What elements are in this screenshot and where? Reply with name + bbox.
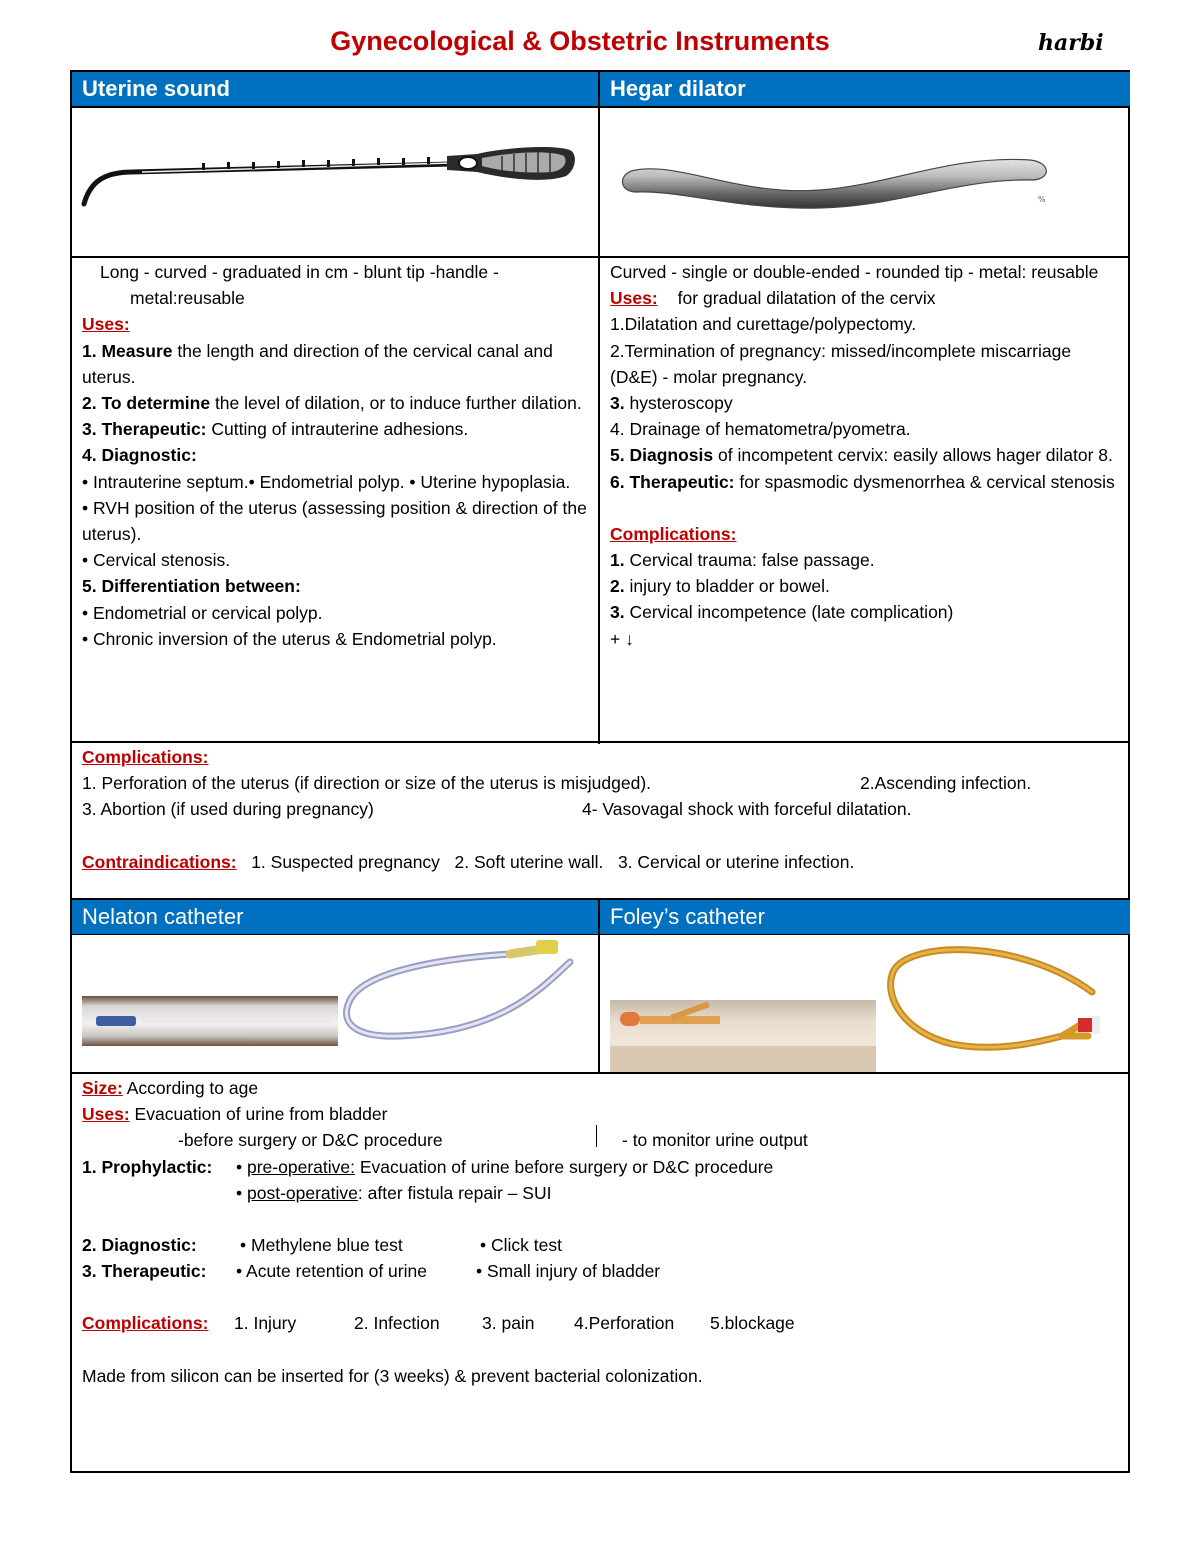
complications-label: Complications: <box>82 747 209 767</box>
column-divider-top <box>598 72 600 744</box>
differentiation-item: • Chronic inversion of the uterus & Endometrial polyp. <box>82 628 497 649</box>
complication-item: 2.Ascending infection. <box>860 773 1032 794</box>
row-divider <box>72 741 1128 743</box>
complications-label: Complications: <box>82 1313 209 1334</box>
svg-text:%: % <box>1038 195 1046 204</box>
complication-item: 4- Vasovagal shock with forceful dilatation. <box>582 799 912 820</box>
complication-item: 2. Infection <box>354 1313 440 1334</box>
uses-sub-item: - to monitor urine output <box>622 1130 808 1151</box>
therapeutic-item: • Small injury of bladder <box>476 1261 661 1282</box>
complication-item: 3. Abortion (if used during pregnancy) <box>82 799 374 820</box>
therapeutic-label: 3. Therapeutic: <box>82 1261 207 1282</box>
contraindication-item: 1. Suspected pregnancy <box>251 851 440 872</box>
use-item: 4. Drainage of hematometra/pyometra. <box>610 419 911 440</box>
diagnostic-item: • Intrauterine septum.• Endometrial polyp. • Uterine hypoplasia. <box>82 471 571 492</box>
hegar-dilator-image <box>620 150 1060 210</box>
more-indicator: + ↓ <box>610 628 634 649</box>
post-op-label: post-operative <box>247 1182 358 1203</box>
use-item: 1.Dilatation and curettage/polypectomy. <box>610 314 917 335</box>
contraindications-label: Contraindications: <box>82 851 237 872</box>
uterine-sound-header: Uterine sound <box>72 72 598 106</box>
hegar-description <box>610 259 1120 652</box>
author-signature: harbi <box>1038 30 1104 56</box>
nelaton-catheter-header: Nelaton catheter <box>72 900 598 934</box>
use-item: 5. Diagnosis of incompetent cervix: easily allows hager dilator 8. <box>610 445 1113 466</box>
nelaton-package-image <box>82 996 338 1046</box>
contraindication-item: 2. Soft uterine wall. <box>454 851 604 872</box>
uses-label: Uses: <box>610 288 658 309</box>
description-line: Long - curved - graduated in cm - blunt tip -handle - <box>100 262 499 282</box>
uses-text: Evacuation of urine from bladder <box>129 1104 388 1125</box>
complication-item: 1. Perforation of the uterus (if direction or size of the uterus is misjudged). <box>82 773 652 794</box>
silicon-note: Made from silicon can be inserted for (3 weeks) & prevent bacterial colonization. <box>82 1365 703 1386</box>
size-label: Size: <box>82 1078 123 1098</box>
uses-sub-item: -before surgery or D&C procedure <box>178 1130 443 1151</box>
complication-item: 3. Cervical incompetence (late complication) <box>610 602 954 623</box>
diagnostic-label: 2. Diagnostic: <box>82 1235 197 1256</box>
complications-label: Complications: <box>610 523 737 544</box>
contraindication-item: 3. Cervical or uterine infection. <box>617 851 855 872</box>
prophylactic-label: 1. Prophylactic: <box>82 1156 213 1177</box>
use-item: 6. Therapeutic: for spasmodic dysmenorrhea & cervical stenosis <box>610 471 1115 492</box>
description-line-cont: metal:reusable <box>130 288 245 309</box>
differentiation-item: • Endometrial or cervical polyp. <box>82 602 323 623</box>
use-item: 2.Termination of pregnancy: missed/incomplete miscarriage (D&E) - molar pregnancy. <box>610 340 1072 387</box>
use-item: 3. Therapeutic: Cutting of intrauterine adhesions. <box>82 419 469 440</box>
foley-catheter-header: Foley’s catheter <box>600 900 1130 934</box>
complication-item: 5.blockage <box>710 1313 795 1334</box>
foley-catheter-image <box>882 940 1122 1072</box>
row-divider <box>72 256 1128 258</box>
pre-op-label: pre-operative: <box>247 1156 355 1177</box>
uterine-sound-description <box>82 259 592 652</box>
use-item: 4. Diagnostic: <box>82 445 197 466</box>
size-text: According to age <box>122 1078 259 1098</box>
complication-item: 2. injury to bladder or bowel. <box>610 576 830 597</box>
foley-package-image <box>610 1000 876 1072</box>
complication-item: 4.Perforation <box>574 1313 675 1334</box>
therapeutic-item: • Acute retention of urine <box>236 1261 427 1282</box>
row-divider <box>72 1072 1128 1074</box>
diagnostic-item: • RVH position of the uterus (assessing position & direction of the uterus). <box>82 497 587 545</box>
instrument-table <box>70 70 1130 1473</box>
row-divider <box>72 106 1128 108</box>
uses-label: Uses: <box>82 1104 130 1125</box>
diagnostic-item: • Cervical stenosis. <box>82 550 231 571</box>
diagnostic-item: • Click test <box>480 1235 562 1256</box>
uses-label: Uses: <box>82 314 130 335</box>
hegar-dilator-header: Hegar dilator <box>600 72 1130 106</box>
pre-op-text: Evacuation of urine before surgery or D&C procedure <box>354 1156 774 1177</box>
use-item: 1. Measure the length and direction of the cervical canal and uterus. <box>82 340 553 387</box>
complication-item: 3. pain <box>482 1313 535 1334</box>
nelaton-catheter-image <box>340 940 580 1050</box>
diagnostic-item: • Methylene blue test <box>240 1235 403 1256</box>
differentiation-heading: 5. Differentiation between: <box>82 576 301 597</box>
page-title: Gynecological & Obstetric Instruments <box>330 26 830 56</box>
uses-intro: for gradual dilatation of the cervix <box>677 288 936 309</box>
complication-item: 1. Cervical trauma: false passage. <box>610 550 875 571</box>
use-item: 2. To determine the level of dilation, or to induce further dilation. <box>82 393 582 414</box>
complication-item: 1. Injury <box>234 1313 297 1334</box>
uterine-sound-complications <box>82 744 1122 875</box>
uterine-sound-image <box>82 142 582 212</box>
post-op-text: : after fistula repair – SUI <box>357 1182 552 1203</box>
use-item: 3. hysteroscopy <box>610 393 733 414</box>
description-line: Curved - single or double-ended - rounded tip - metal: reusable <box>610 262 1099 282</box>
catheter-info: Size: According to age Uses: Evacuation of urine from bladder -before surgery or D&C procedure - to monitor urine output 1. Prophylactic: • pre-operative: Evacuation of urine before surgery or D&C procedure • post-operative: after fistula repair – SUI 2. Diagnostic: • Methylene blue test • Click test 3. Therapeutic: • Acute retention of urine • Small injury of bladder Complications: 1. Injury 2. Infection 3. pain 4.Perforation 5.blockage Made from silicon can be inserted for (3 weeks) & prevent bacterial colonization. <box>82 1075 1122 1389</box>
